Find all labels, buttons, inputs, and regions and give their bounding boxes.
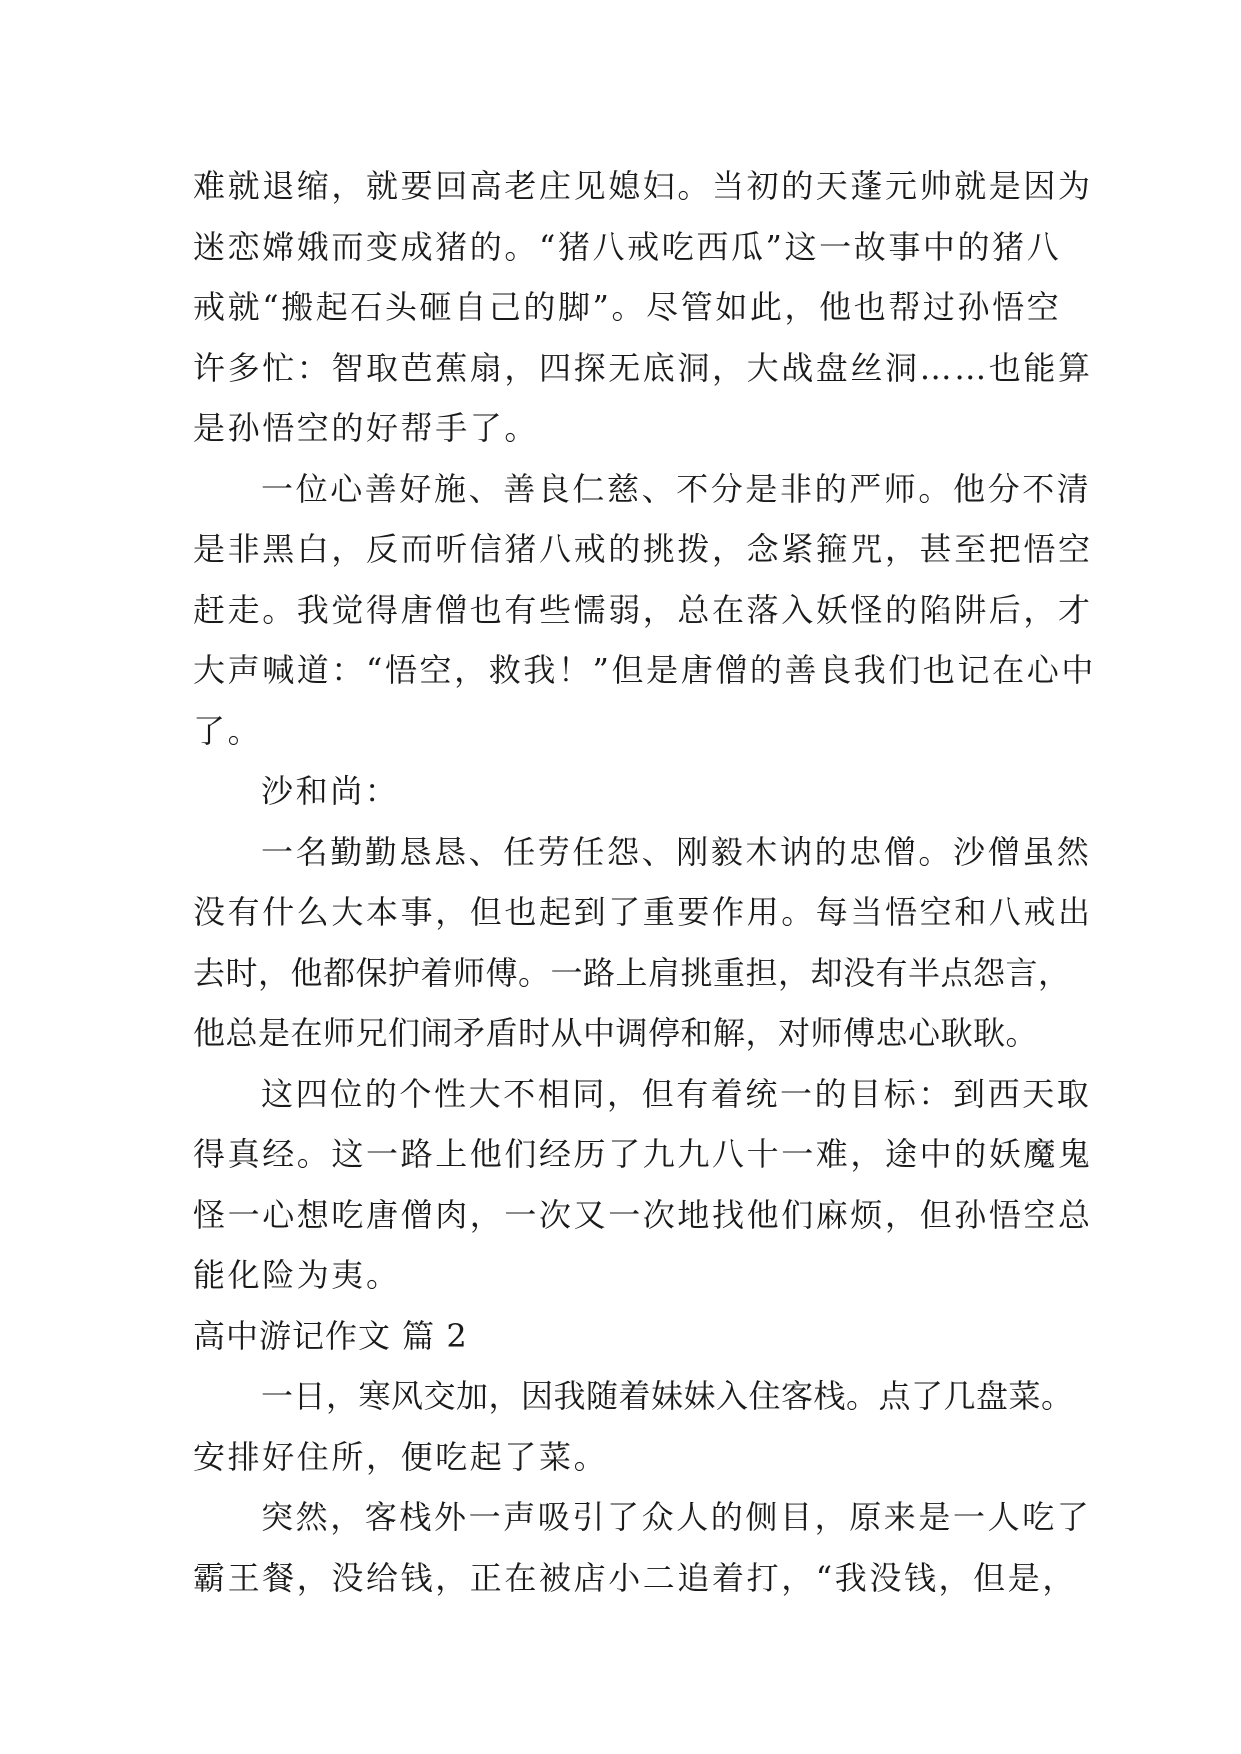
text-line: 了。 <box>193 711 263 750</box>
article-heading: 高中游记作文 篇 2 <box>193 1316 468 1355</box>
paragraph-first-line: 一位心善好施、善良仁慈、不分是非的严师。他分不清 <box>261 469 1092 508</box>
text-line: 是非黑白，反而听信猪八戒的挑拨，念紧箍咒，甚至把悟空 <box>193 530 1093 568</box>
text-line: 难就退缩，就要回高老庄见媳妇。当初的天蓬元帅就是因为 <box>193 167 1093 205</box>
text-line: 能化险为夷。 <box>193 1256 401 1294</box>
paragraph-first-line: 这四位的个性大不相同，但有着统一的目标：到西天取 <box>261 1074 1092 1113</box>
text-line: 许多忙：智取芭蕉扇，四探无底洞，大战盘丝洞……也能算 <box>193 348 1093 387</box>
text-line: 赶走。我觉得唐僧也有些懦弱，总在落入妖怪的陷阱后，才 <box>193 590 1093 629</box>
text-line: 安排好住所，便吃起了菜。 <box>193 1437 609 1476</box>
text-line: 得真经。这一路上他们经历了九九八十一难，途中的妖魔鬼 <box>193 1135 1093 1173</box>
paragraph-first-line: 一日，寒风交加，因我随着妹妹入住客栈。点了几盘菜。 <box>261 1377 1074 1415</box>
paragraph-first-line: 突然，客栈外一声吸引了众人的侧目，原来是一人吃了 <box>261 1498 1092 1536</box>
text-line: 霸王餐，没给钱，正在被店小二追着打，“我没钱，但是， <box>193 1558 1077 1597</box>
text-line: 戒就“搬起石头砸自己的脚”。尽管如此，他也帮过孙悟空 <box>193 288 1062 326</box>
text-line: 是孙悟空的好帮手了。 <box>193 409 540 447</box>
text-line: 迷恋嫦娥而变成猪的。“猪八戒吃西瓜”这一故事中的猪八 <box>193 227 1062 266</box>
section-label: 沙和尚： <box>261 772 400 810</box>
text-line: 大声喊道：“悟空，救我！”但是唐僧的善良我们也记在心中 <box>193 651 1096 689</box>
paragraph-first-line: 一名勤勤恳恳、任劳任怨、刚毅木讷的忠僧。沙僧虽然 <box>261 832 1092 871</box>
document-body <box>193 156 1096 1608</box>
text-line: 去时，他都保护着师傅。一路上肩挑重担，却没有半点怨言， <box>193 953 1071 992</box>
text-line: 没有什么大本事，但也起到了重要作用。每当悟空和八戒出 <box>193 893 1093 931</box>
text-line: 他总是在师兄们闹矛盾时从中调停和解，对师傅忠心耿耿。 <box>193 1014 1039 1052</box>
text-line: 怪一心想吃唐僧肉，一次又一次地找他们麻烦，但孙悟空总 <box>193 1195 1093 1234</box>
